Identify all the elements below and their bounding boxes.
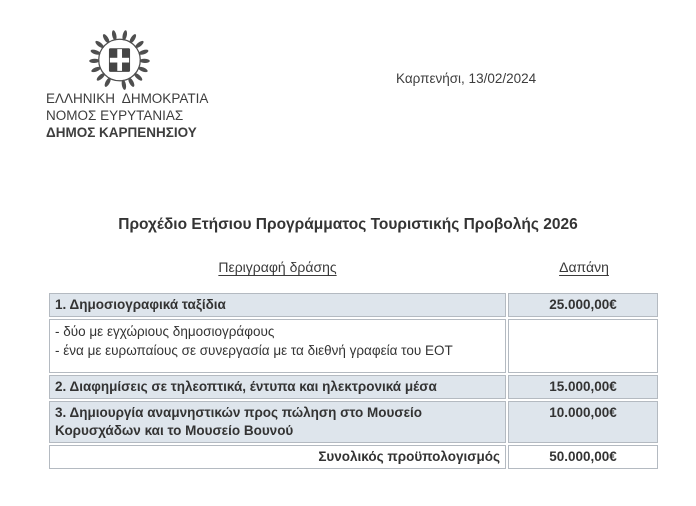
table-row-souvenirs	[49, 401, 658, 443]
greek-coat-of-arms-icon	[88, 26, 151, 94]
cost-cell: 25.000,00€	[508, 293, 658, 317]
table-row-advertising	[49, 375, 658, 399]
column-header-cost: Δαπάνη	[559, 259, 609, 275]
agency-header	[46, 90, 208, 141]
action-description-cell: 2. Διαφημίσεις σε τηλεοπτικά, έντυπα και ηλεκτρονικά μέσα	[49, 375, 506, 399]
budget-table	[47, 291, 660, 471]
agency-name-line-3: ΔΗΜΟΣ ΚΑΡΠΕΝΗΣΙΟΥ	[46, 125, 197, 140]
cost-cell: 15.000,00€	[508, 375, 658, 399]
document-date: Καρπενήσι, 13/02/2024	[396, 71, 537, 86]
detail-line: - ένα με ευρωπαίους σε συνεργασία με τα διεθνή γραφεία του ΕΟΤ	[55, 343, 453, 358]
action-description-cell: 3. Δημιουργία αναμνηστικών προς πώληση στο Μουσείο Κορυσχάδων και το Μουσείο Βουνού	[49, 401, 506, 443]
table-row-press-trips-details	[49, 319, 658, 373]
total-label-cell: Συνολικός προϋπολογισμός	[49, 445, 506, 469]
table-column-headers	[47, 259, 660, 275]
table-row-press-trips	[49, 293, 658, 317]
document-title: Προχέδιο Ετήσιου Προγράμματος Τουριστικής Προβολής 2026	[118, 216, 578, 233]
column-header-description: Περιγραφή δράσης	[218, 259, 337, 275]
cost-cell	[508, 319, 658, 373]
total-cost-cell: 50.000,00€	[508, 445, 658, 469]
agency-name-line-1: ΕΛΛΗΝΙΚΗ ΔΗΜΟΚΡΑΤΙΑ	[46, 91, 209, 106]
cost-cell: 10.000,00€	[508, 401, 658, 443]
table-row-total	[49, 445, 658, 469]
agency-name-line-2: ΝΟΜΟΣ ΕΥΡΥΤΑΝΙΑΣ	[46, 108, 184, 123]
action-description-cell: 1. Δημοσιογραφικά ταξίδια	[49, 293, 506, 317]
action-description-cell	[49, 319, 506, 373]
detail-line: - δύο με εγχώριους δημοσιογράφους	[55, 324, 275, 339]
